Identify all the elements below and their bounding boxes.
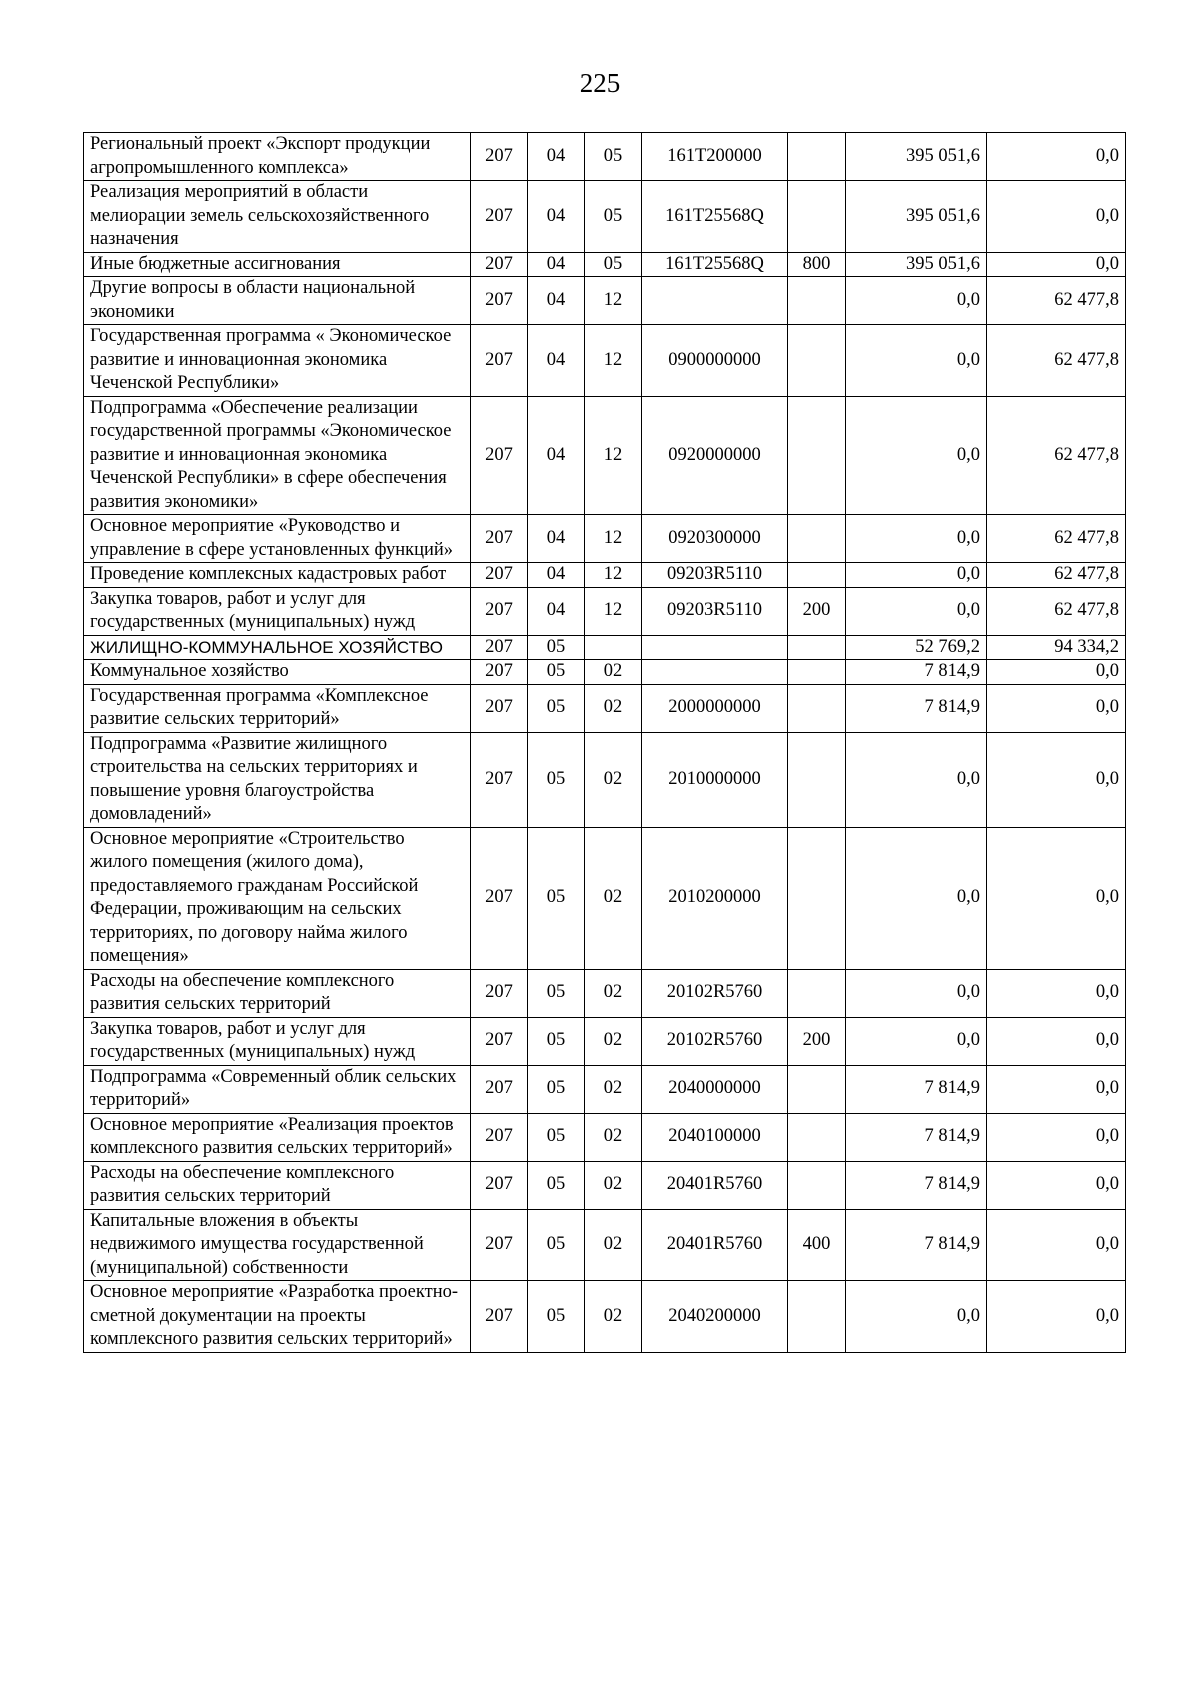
- cell-target-article: 2010000000: [642, 732, 788, 827]
- cell-section: 05: [528, 1209, 585, 1281]
- cell-name: ЖИЛИЩНО-КОММУНАЛЬНОЕ ХОЗЯЙСТВО: [84, 635, 471, 660]
- cell-grbs: 207: [471, 252, 528, 277]
- cell-grbs: 207: [471, 827, 528, 969]
- cell-name: Закупка товаров, работ и услуг для государственных (муниципальных) нужд: [84, 1017, 471, 1065]
- cell-target-article: [642, 277, 788, 325]
- cell-grbs: 207: [471, 1113, 528, 1161]
- cell-subsection: 12: [585, 587, 642, 635]
- cell-subsection: 12: [585, 563, 642, 588]
- cell-section: 05: [528, 1017, 585, 1065]
- cell-amount-2: 0,0: [987, 1113, 1126, 1161]
- cell-subsection: 02: [585, 827, 642, 969]
- cell-subsection: 02: [585, 1113, 642, 1161]
- cell-grbs: 207: [471, 635, 528, 660]
- cell-target-article: 0900000000: [642, 325, 788, 397]
- cell-expense-type: [788, 684, 846, 732]
- cell-expense-type: [788, 1065, 846, 1113]
- cell-name: Расходы на обеспечение комплексного развития сельских территорий: [84, 1161, 471, 1209]
- cell-amount-2: 62 477,8: [987, 587, 1126, 635]
- cell-subsection: 12: [585, 325, 642, 397]
- cell-expense-type: [788, 396, 846, 515]
- table-row: [84, 1161, 1126, 1209]
- cell-amount-2: 62 477,8: [987, 515, 1126, 563]
- table-row: [84, 635, 1126, 660]
- cell-grbs: 207: [471, 277, 528, 325]
- cell-name: Подпрограмма «Обеспечение реализации государственной программы «Экономическое развитие и инновационная экономика Чеченской Республики» в сфере обеспечения развития экономики»: [84, 396, 471, 515]
- cell-expense-type: [788, 325, 846, 397]
- cell-amount-1: 0,0: [846, 515, 987, 563]
- cell-target-article: [642, 660, 788, 685]
- cell-name: Реализация мероприятий в области мелиорации земель сельскохозяйственного назначения: [84, 181, 471, 253]
- cell-amount-2: 0,0: [987, 1017, 1126, 1065]
- cell-expense-type: [788, 1161, 846, 1209]
- table-row: [84, 396, 1126, 515]
- table-row: [84, 1209, 1126, 1281]
- cell-target-article: 20401R5760: [642, 1209, 788, 1281]
- cell-section: 05: [528, 684, 585, 732]
- cell-grbs: 207: [471, 563, 528, 588]
- table-row: [84, 133, 1126, 181]
- cell-name: Основное мероприятие «Руководство и управление в сфере установленных функций»: [84, 515, 471, 563]
- cell-amount-1: 7 814,9: [846, 660, 987, 685]
- cell-target-article: 0920300000: [642, 515, 788, 563]
- cell-amount-2: 62 477,8: [987, 563, 1126, 588]
- cell-name: Основное мероприятие «Разработка проектно- сметной документации на проекты комплексного развития сельских территорий»: [84, 1281, 471, 1353]
- cell-section: 05: [528, 1113, 585, 1161]
- cell-grbs: 207: [471, 133, 528, 181]
- cell-amount-1: 52 769,2: [846, 635, 987, 660]
- cell-subsection: 12: [585, 515, 642, 563]
- table-row: [84, 732, 1126, 827]
- cell-amount-1: 395 051,6: [846, 133, 987, 181]
- cell-section: 05: [528, 1161, 585, 1209]
- cell-grbs: 207: [471, 1209, 528, 1281]
- cell-section: 04: [528, 396, 585, 515]
- cell-section: 04: [528, 587, 585, 635]
- cell-target-article: 2010200000: [642, 827, 788, 969]
- table-row: [84, 1281, 1126, 1353]
- cell-expense-type: [788, 660, 846, 685]
- cell-grbs: 207: [471, 1161, 528, 1209]
- cell-amount-2: 62 477,8: [987, 396, 1126, 515]
- cell-expense-type: [788, 133, 846, 181]
- cell-grbs: 207: [471, 587, 528, 635]
- cell-expense-type: 200: [788, 1017, 846, 1065]
- table-row: [84, 684, 1126, 732]
- cell-target-article: 2040100000: [642, 1113, 788, 1161]
- cell-expense-type: [788, 827, 846, 969]
- cell-amount-1: 7 814,9: [846, 1161, 987, 1209]
- cell-name: Коммунальное хозяйство: [84, 660, 471, 685]
- table-row: [84, 587, 1126, 635]
- cell-subsection: 02: [585, 660, 642, 685]
- cell-grbs: 207: [471, 732, 528, 827]
- cell-name: Проведение комплексных кадастровых работ: [84, 563, 471, 588]
- table-row: [84, 827, 1126, 969]
- cell-expense-type: [788, 277, 846, 325]
- cell-name: Капитальные вложения в объекты недвижимого имущества государственной (муниципальной) собственности: [84, 1209, 471, 1281]
- cell-subsection: 02: [585, 1281, 642, 1353]
- table-row: [84, 969, 1126, 1017]
- cell-name: Закупка товаров, работ и услуг для государственных (муниципальных) нужд: [84, 587, 471, 635]
- table-row: [84, 1065, 1126, 1113]
- table-row: [84, 325, 1126, 397]
- table-row: [84, 277, 1126, 325]
- cell-target-article: 20102R5760: [642, 969, 788, 1017]
- cell-section: 05: [528, 660, 585, 685]
- cell-target-article: 2040200000: [642, 1281, 788, 1353]
- cell-amount-2: 0,0: [987, 1161, 1126, 1209]
- cell-amount-1: 7 814,9: [846, 684, 987, 732]
- cell-section: 05: [528, 635, 585, 660]
- cell-section: 04: [528, 252, 585, 277]
- cell-name: Государственная программа «Комплексное развитие сельских территорий»: [84, 684, 471, 732]
- table-row: [84, 563, 1126, 588]
- cell-section: 04: [528, 181, 585, 253]
- cell-target-article: 20102R5760: [642, 1017, 788, 1065]
- cell-subsection: [585, 635, 642, 660]
- table-body: [84, 133, 1126, 1353]
- cell-grbs: 207: [471, 515, 528, 563]
- cell-amount-1: 0,0: [846, 587, 987, 635]
- cell-target-article: 0920000000: [642, 396, 788, 515]
- cell-amount-2: 0,0: [987, 133, 1126, 181]
- cell-target-article: 09203R5110: [642, 587, 788, 635]
- cell-subsection: 05: [585, 252, 642, 277]
- cell-amount-1: 0,0: [846, 827, 987, 969]
- table-row: [84, 1017, 1126, 1065]
- cell-section: 05: [528, 827, 585, 969]
- cell-expense-type: [788, 635, 846, 660]
- cell-amount-2: 0,0: [987, 684, 1126, 732]
- cell-name: Основное мероприятие «Строительство жилого помещения (жилого дома), предоставляемого гражданам Российской Федерации, проживающим на сельских территориях, по договору найма жилого помещения»: [84, 827, 471, 969]
- cell-expense-type: 200: [788, 587, 846, 635]
- cell-amount-1: 395 051,6: [846, 252, 987, 277]
- cell-subsection: 02: [585, 1017, 642, 1065]
- cell-subsection: 02: [585, 1065, 642, 1113]
- cell-grbs: 207: [471, 1281, 528, 1353]
- cell-amount-2: 0,0: [987, 252, 1126, 277]
- cell-section: 05: [528, 1065, 585, 1113]
- cell-amount-1: 0,0: [846, 1281, 987, 1353]
- cell-amount-2: 0,0: [987, 181, 1126, 253]
- cell-grbs: 207: [471, 396, 528, 515]
- cell-expense-type: [788, 732, 846, 827]
- cell-name: Другие вопросы в области национальной экономики: [84, 277, 471, 325]
- table-row: [84, 252, 1126, 277]
- cell-amount-2: 0,0: [987, 969, 1126, 1017]
- cell-subsection: 02: [585, 969, 642, 1017]
- cell-name: Региональный проект «Экспорт продукции агропромышленного комплекса»: [84, 133, 471, 181]
- cell-name: Подпрограмма «Развитие жилищного строительства на сельских территориях и повышение уровня благоустройства домовладений»: [84, 732, 471, 827]
- cell-expense-type: [788, 181, 846, 253]
- cell-amount-2: 0,0: [987, 1209, 1126, 1281]
- cell-amount-1: 395 051,6: [846, 181, 987, 253]
- cell-amount-2: 0,0: [987, 827, 1126, 969]
- cell-grbs: 207: [471, 684, 528, 732]
- cell-target-article: 20401R5760: [642, 1161, 788, 1209]
- cell-subsection: 12: [585, 396, 642, 515]
- cell-grbs: 207: [471, 1017, 528, 1065]
- cell-grbs: 207: [471, 1065, 528, 1113]
- cell-target-article: 161T200000: [642, 133, 788, 181]
- cell-section: 04: [528, 325, 585, 397]
- table-row: [84, 515, 1126, 563]
- cell-target-article: 2000000000: [642, 684, 788, 732]
- budget-table: [83, 132, 1126, 1353]
- cell-expense-type: [788, 563, 846, 588]
- cell-expense-type: [788, 1281, 846, 1353]
- table-row: [84, 1113, 1126, 1161]
- cell-subsection: 02: [585, 1209, 642, 1281]
- cell-grbs: 207: [471, 181, 528, 253]
- cell-grbs: 207: [471, 325, 528, 397]
- cell-subsection: 02: [585, 1161, 642, 1209]
- cell-section: 04: [528, 563, 585, 588]
- cell-target-article: 161T25568Q: [642, 181, 788, 253]
- cell-amount-1: 0,0: [846, 969, 987, 1017]
- cell-amount-2: 0,0: [987, 660, 1126, 685]
- cell-amount-1: 0,0: [846, 563, 987, 588]
- cell-subsection: 12: [585, 277, 642, 325]
- cell-target-article: 161T25568Q: [642, 252, 788, 277]
- cell-amount-1: 0,0: [846, 277, 987, 325]
- cell-expense-type: [788, 515, 846, 563]
- cell-amount-1: 7 814,9: [846, 1065, 987, 1113]
- cell-name: Расходы на обеспечение комплексного развития сельских территорий: [84, 969, 471, 1017]
- cell-name: Иные бюджетные ассигнования: [84, 252, 471, 277]
- cell-amount-1: 0,0: [846, 732, 987, 827]
- cell-section: 05: [528, 1281, 585, 1353]
- page-number: 225: [579, 68, 621, 98]
- cell-subsection: 05: [585, 181, 642, 253]
- cell-target-article: 2040000000: [642, 1065, 788, 1113]
- cell-subsection: 02: [585, 684, 642, 732]
- table-row: [84, 660, 1126, 685]
- cell-amount-2: 62 477,8: [987, 277, 1126, 325]
- cell-grbs: 207: [471, 969, 528, 1017]
- table-row: [84, 181, 1126, 253]
- cell-section: 04: [528, 277, 585, 325]
- cell-name: Государственная программа « Экономическое развитие и инновационная экономика Чеченской Республики»: [84, 325, 471, 397]
- cell-amount-2: 62 477,8: [987, 325, 1126, 397]
- cell-expense-type: [788, 1113, 846, 1161]
- cell-amount-2: 0,0: [987, 732, 1126, 827]
- cell-expense-type: [788, 969, 846, 1017]
- cell-name: Основное мероприятие «Реализация проектов комплексного развития сельских территорий»: [84, 1113, 471, 1161]
- cell-amount-1: 7 814,9: [846, 1113, 987, 1161]
- cell-section: 04: [528, 133, 585, 181]
- cell-amount-2: 0,0: [987, 1281, 1126, 1353]
- cell-expense-type: 800: [788, 252, 846, 277]
- cell-name: Подпрограмма «Современный облик сельских территорий»: [84, 1065, 471, 1113]
- cell-amount-2: 94 334,2: [987, 635, 1126, 660]
- cell-expense-type: 400: [788, 1209, 846, 1281]
- cell-target-article: 09203R5110: [642, 563, 788, 588]
- cell-amount-1: 7 814,9: [846, 1209, 987, 1281]
- cell-section: 05: [528, 732, 585, 827]
- cell-amount-1: 0,0: [846, 1017, 987, 1065]
- cell-subsection: 05: [585, 133, 642, 181]
- cell-grbs: 207: [471, 660, 528, 685]
- cell-section: 05: [528, 969, 585, 1017]
- cell-amount-1: 0,0: [846, 325, 987, 397]
- cell-subsection: 02: [585, 732, 642, 827]
- cell-amount-1: 0,0: [846, 396, 987, 515]
- cell-section: 04: [528, 515, 585, 563]
- cell-amount-2: 0,0: [987, 1065, 1126, 1113]
- cell-target-article: [642, 635, 788, 660]
